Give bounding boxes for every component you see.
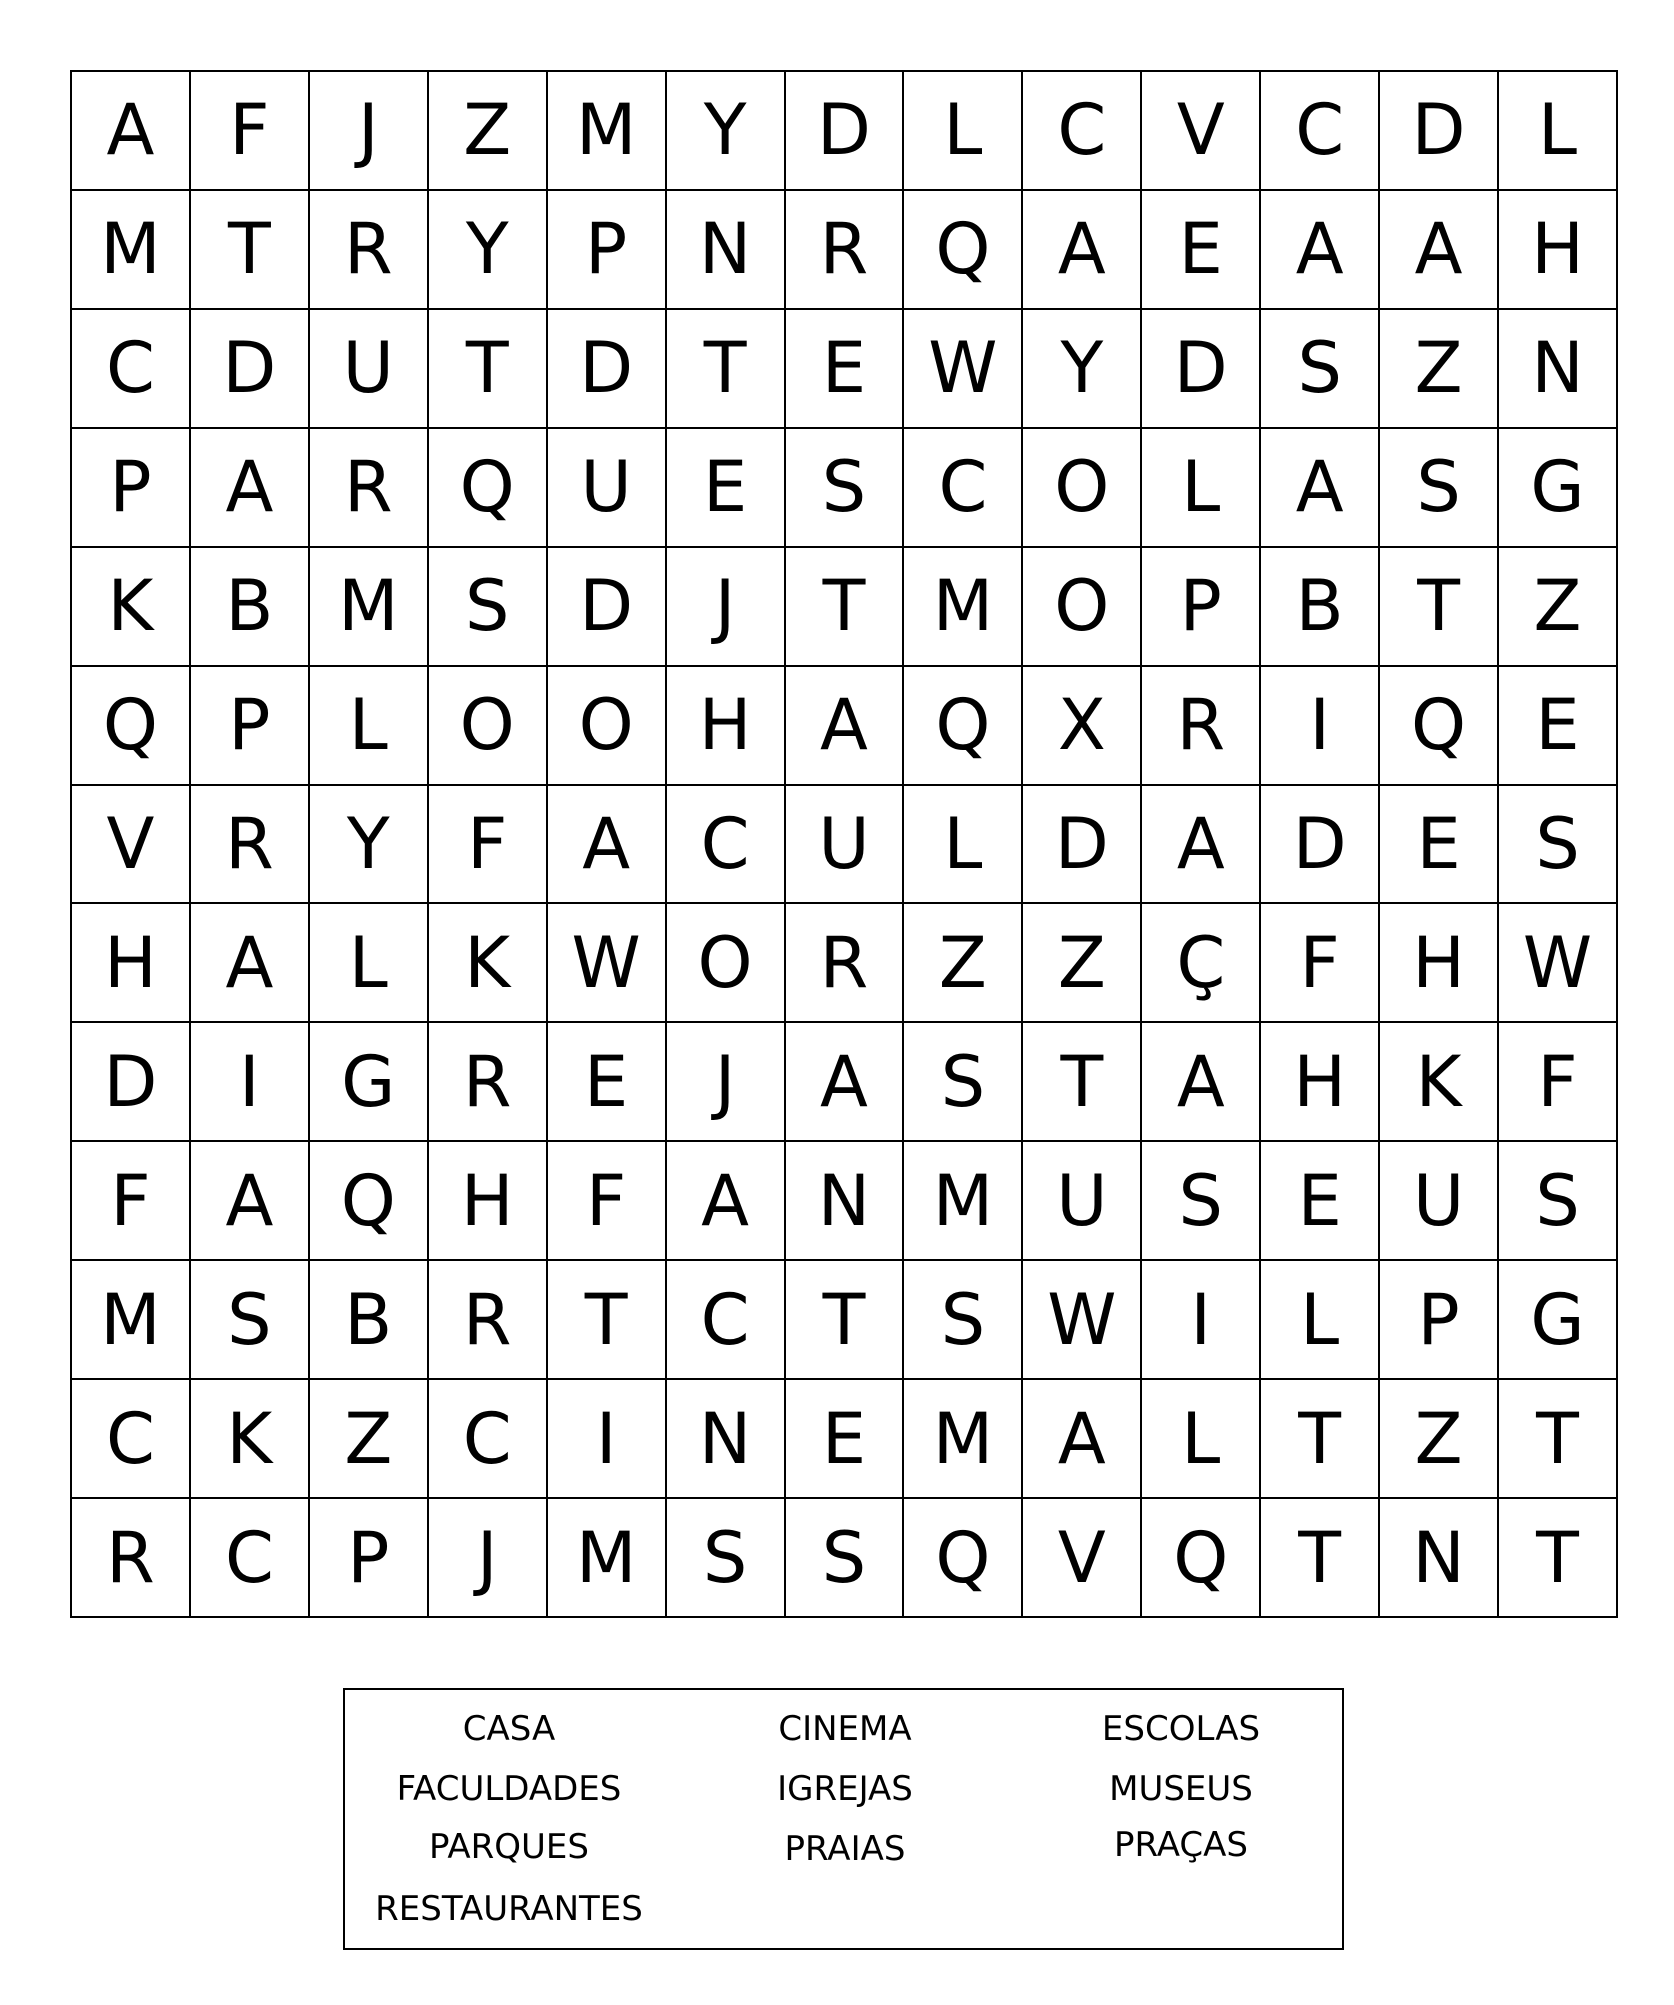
grid-cell[interactable]: T bbox=[1498, 1498, 1617, 1617]
word-bank bbox=[343, 1688, 1344, 1950]
grid-cell[interactable]: C bbox=[71, 309, 190, 428]
grid-cell[interactable]: J bbox=[666, 547, 785, 666]
grid-cell[interactable]: A bbox=[785, 1022, 904, 1141]
grid-cell[interactable]: S bbox=[785, 428, 904, 547]
grid-cell[interactable]: A bbox=[1022, 190, 1141, 309]
grid-cell[interactable]: E bbox=[1141, 190, 1260, 309]
grid-cell[interactable]: T bbox=[1260, 1379, 1379, 1498]
grid-cell[interactable]: E bbox=[785, 1379, 904, 1498]
grid-cell[interactable]: D bbox=[547, 547, 666, 666]
grid-cell[interactable]: S bbox=[1260, 309, 1379, 428]
grid-cell[interactable]: P bbox=[1141, 547, 1260, 666]
grid-cell[interactable]: M bbox=[71, 190, 190, 309]
grid-cell[interactable]: Q bbox=[428, 428, 547, 547]
grid-cell[interactable]: F bbox=[428, 785, 547, 904]
grid-cell[interactable]: H bbox=[1498, 190, 1617, 309]
grid-cell[interactable]: C bbox=[71, 1379, 190, 1498]
grid-cell[interactable]: U bbox=[785, 785, 904, 904]
grid-cell[interactable]: H bbox=[428, 1141, 547, 1260]
grid-cell[interactable]: C bbox=[903, 428, 1022, 547]
word-restaurantes: RESTAURANTES bbox=[375, 1889, 643, 1929]
grid-cell[interactable]: X bbox=[1022, 666, 1141, 785]
grid-cell[interactable]: S bbox=[903, 1022, 1022, 1141]
grid-cell[interactable]: A bbox=[71, 71, 190, 190]
grid-cell[interactable]: C bbox=[1260, 71, 1379, 190]
grid-cell[interactable]: F bbox=[1260, 903, 1379, 1022]
grid-cell[interactable]: P bbox=[309, 1498, 428, 1617]
grid-cell[interactable]: R bbox=[190, 785, 309, 904]
grid-cell[interactable]: P bbox=[1379, 1260, 1498, 1379]
grid-cell[interactable]: M bbox=[903, 1141, 1022, 1260]
grid-cell[interactable]: L bbox=[903, 71, 1022, 190]
grid-cell[interactable]: C bbox=[666, 1260, 785, 1379]
grid-cell[interactable]: H bbox=[1260, 1022, 1379, 1141]
grid-cell[interactable]: Q bbox=[903, 666, 1022, 785]
grid-cell[interactable]: K bbox=[428, 903, 547, 1022]
grid-cell[interactable]: G bbox=[1498, 1260, 1617, 1379]
grid-cell[interactable]: R bbox=[785, 190, 904, 309]
grid-cell[interactable]: A bbox=[1379, 190, 1498, 309]
grid-cell[interactable]: B bbox=[309, 1260, 428, 1379]
grid-cell[interactable]: E bbox=[1379, 785, 1498, 904]
grid-cell[interactable]: A bbox=[1141, 1022, 1260, 1141]
grid-cell[interactable]: R bbox=[428, 1022, 547, 1141]
grid-cell[interactable]: S bbox=[1379, 428, 1498, 547]
grid-cell[interactable]: B bbox=[190, 547, 309, 666]
grid-cell[interactable]: A bbox=[785, 666, 904, 785]
grid-cell[interactable]: E bbox=[547, 1022, 666, 1141]
word-escolas: ESCOLAS bbox=[1101, 1709, 1261, 1749]
grid-cell[interactable]: I bbox=[1260, 666, 1379, 785]
word-museus: MUSEUS bbox=[1109, 1769, 1253, 1809]
grid-cell[interactable]: P bbox=[190, 666, 309, 785]
word-casa: CASA bbox=[462, 1709, 556, 1749]
grid-cell[interactable]: D bbox=[547, 309, 666, 428]
grid-cell[interactable]: Z bbox=[903, 903, 1022, 1022]
grid-cell[interactable]: D bbox=[1141, 309, 1260, 428]
grid-cell[interactable]: M bbox=[71, 1260, 190, 1379]
grid-cell[interactable]: W bbox=[903, 309, 1022, 428]
grid-cell[interactable]: H bbox=[666, 666, 785, 785]
grid-cell[interactable]: F bbox=[1498, 1022, 1617, 1141]
grid-cell[interactable]: S bbox=[666, 1498, 785, 1617]
grid-cell[interactable]: A bbox=[190, 428, 309, 547]
grid-cell[interactable]: O bbox=[428, 666, 547, 785]
grid-cell[interactable]: Y bbox=[1022, 309, 1141, 428]
grid-cell[interactable]: P bbox=[547, 190, 666, 309]
grid-cell[interactable]: R bbox=[71, 1498, 190, 1617]
grid-cell[interactable]: D bbox=[190, 309, 309, 428]
grid-cell[interactable]: S bbox=[1141, 1141, 1260, 1260]
grid-cell[interactable]: C bbox=[428, 1379, 547, 1498]
grid-cell[interactable]: E bbox=[666, 428, 785, 547]
grid-cell[interactable]: H bbox=[1379, 903, 1498, 1022]
grid-cell[interactable]: H bbox=[71, 903, 190, 1022]
grid-cell[interactable]: Z bbox=[428, 71, 547, 190]
grid-cell[interactable]: A bbox=[1141, 785, 1260, 904]
grid-cell[interactable]: N bbox=[666, 190, 785, 309]
word-cinema: CINEMA bbox=[778, 1709, 912, 1749]
grid-cell[interactable]: S bbox=[903, 1260, 1022, 1379]
grid-cell[interactable]: K bbox=[71, 547, 190, 666]
grid-cell[interactable]: C bbox=[666, 785, 785, 904]
grid-cell[interactable]: A bbox=[1260, 190, 1379, 309]
grid-cell[interactable]: J bbox=[309, 71, 428, 190]
grid-cell[interactable]: T bbox=[785, 547, 904, 666]
grid-cell[interactable]: S bbox=[190, 1260, 309, 1379]
word-praias: PRAIAS bbox=[784, 1829, 906, 1869]
grid-cell[interactable]: G bbox=[309, 1022, 428, 1141]
grid-cell[interactable]: A bbox=[547, 785, 666, 904]
grid-cell[interactable]: T bbox=[785, 1260, 904, 1379]
grid-cell[interactable]: T bbox=[666, 309, 785, 428]
grid-cell[interactable]: S bbox=[428, 547, 547, 666]
grid-cell[interactable]: I bbox=[190, 1022, 309, 1141]
grid-cell[interactable]: A bbox=[190, 1141, 309, 1260]
grid-cell[interactable]: M bbox=[547, 71, 666, 190]
grid-cell[interactable]: R bbox=[309, 428, 428, 547]
grid-cell[interactable]: L bbox=[309, 903, 428, 1022]
grid-cell[interactable]: J bbox=[666, 1022, 785, 1141]
grid-cell[interactable]: Ç bbox=[1141, 903, 1260, 1022]
grid-cell[interactable]: B bbox=[1260, 547, 1379, 666]
grid-cell[interactable]: T bbox=[428, 309, 547, 428]
grid-cell[interactable]: T bbox=[1022, 1022, 1141, 1141]
grid-cell[interactable]: Q bbox=[903, 1498, 1022, 1617]
grid-cell[interactable]: P bbox=[71, 428, 190, 547]
grid-cell[interactable]: Q bbox=[71, 666, 190, 785]
grid-cell[interactable]: O bbox=[666, 903, 785, 1022]
grid-cell[interactable]: N bbox=[1379, 1498, 1498, 1617]
grid-cell[interactable]: R bbox=[785, 903, 904, 1022]
grid-cell[interactable]: O bbox=[1022, 547, 1141, 666]
word-parques: PARQUES bbox=[429, 1827, 589, 1867]
grid-cell[interactable]: R bbox=[309, 190, 428, 309]
grid-cell[interactable]: A bbox=[1022, 1379, 1141, 1498]
grid-cell[interactable]: L bbox=[309, 666, 428, 785]
grid-cell[interactable]: M bbox=[903, 1379, 1022, 1498]
grid-cell[interactable]: Q bbox=[1141, 1498, 1260, 1617]
grid-cell[interactable]: T bbox=[547, 1260, 666, 1379]
grid-cell[interactable]: M bbox=[547, 1498, 666, 1617]
grid-cell[interactable]: Q bbox=[903, 190, 1022, 309]
grid-cell[interactable]: R bbox=[428, 1260, 547, 1379]
grid-cell[interactable]: T bbox=[1498, 1379, 1617, 1498]
grid-cell[interactable]: C bbox=[190, 1498, 309, 1617]
grid-cell[interactable]: D bbox=[71, 1022, 190, 1141]
grid-cell[interactable]: Z bbox=[1379, 1379, 1498, 1498]
grid-cell[interactable]: E bbox=[785, 309, 904, 428]
grid-cell[interactable]: U bbox=[1379, 1141, 1498, 1260]
grid-cell[interactable]: A bbox=[666, 1141, 785, 1260]
grid-cell[interactable]: R bbox=[1141, 666, 1260, 785]
grid-cell[interactable]: Y bbox=[309, 785, 428, 904]
grid-cell[interactable]: J bbox=[428, 1498, 547, 1617]
grid-cell[interactable]: Z bbox=[309, 1379, 428, 1498]
grid-cell[interactable]: N bbox=[666, 1379, 785, 1498]
grid-cell[interactable]: V bbox=[71, 785, 190, 904]
grid-cell[interactable]: L bbox=[1498, 71, 1617, 190]
grid-cell[interactable]: W bbox=[547, 903, 666, 1022]
grid-cell[interactable]: F bbox=[71, 1141, 190, 1260]
grid-cell[interactable]: T bbox=[1379, 547, 1498, 666]
grid-cell[interactable]: N bbox=[1498, 309, 1617, 428]
grid-cell[interactable]: W bbox=[1022, 1260, 1141, 1379]
grid-cell[interactable]: L bbox=[1260, 1260, 1379, 1379]
word-pracas: PRAÇAS bbox=[1114, 1825, 1248, 1865]
grid-cell[interactable]: V bbox=[1141, 71, 1260, 190]
grid-cell[interactable]: E bbox=[1498, 666, 1617, 785]
grid-cell[interactable]: Q bbox=[309, 1141, 428, 1260]
grid-cell[interactable]: M bbox=[903, 547, 1022, 666]
grid-cell[interactable]: S bbox=[1498, 785, 1617, 904]
grid-cell[interactable]: L bbox=[1141, 428, 1260, 547]
grid-cell[interactable]: U bbox=[309, 309, 428, 428]
grid-cell[interactable]: L bbox=[903, 785, 1022, 904]
grid-cell[interactable]: C bbox=[1022, 71, 1141, 190]
grid-cell[interactable]: F bbox=[547, 1141, 666, 1260]
grid-cell[interactable]: L bbox=[1141, 1379, 1260, 1498]
grid-cell[interactable]: Z bbox=[1022, 903, 1141, 1022]
grid-cell[interactable]: A bbox=[1260, 428, 1379, 547]
grid-cell[interactable]: T bbox=[190, 190, 309, 309]
grid-cell[interactable]: Y bbox=[428, 190, 547, 309]
grid-cell[interactable]: O bbox=[547, 666, 666, 785]
grid-cell[interactable]: D bbox=[785, 71, 904, 190]
grid-cell[interactable]: I bbox=[547, 1379, 666, 1498]
grid-cell[interactable]: M bbox=[309, 547, 428, 666]
grid-cell[interactable]: D bbox=[1379, 71, 1498, 190]
grid-cell[interactable]: K bbox=[190, 1379, 309, 1498]
grid-cell[interactable]: A bbox=[190, 903, 309, 1022]
grid-cell[interactable]: V bbox=[1022, 1498, 1141, 1617]
grid-cell[interactable]: D bbox=[1260, 785, 1379, 904]
grid-cell[interactable]: Z bbox=[1379, 309, 1498, 428]
grid-cell[interactable]: W bbox=[1498, 903, 1617, 1022]
grid-cell[interactable]: F bbox=[190, 71, 309, 190]
grid-cell[interactable]: U bbox=[547, 428, 666, 547]
grid-cell[interactable]: S bbox=[785, 1498, 904, 1617]
grid-cell[interactable]: E bbox=[1260, 1141, 1379, 1260]
grid-cell[interactable]: U bbox=[1022, 1141, 1141, 1260]
grid-cell[interactable]: D bbox=[1022, 785, 1141, 904]
word-faculdades: FACULDADES bbox=[396, 1769, 622, 1809]
grid-cell[interactable]: Z bbox=[1498, 547, 1617, 666]
word-search-grid bbox=[70, 70, 1618, 1618]
grid-cell[interactable]: S bbox=[1498, 1141, 1617, 1260]
grid-cell[interactable]: K bbox=[1379, 1022, 1498, 1141]
grid-cell[interactable]: G bbox=[1498, 428, 1617, 547]
grid-cell[interactable]: Y bbox=[666, 71, 785, 190]
word-igrejas: IGREJAS bbox=[777, 1769, 913, 1809]
grid-cell[interactable]: O bbox=[1022, 428, 1141, 547]
grid-cell[interactable]: N bbox=[785, 1141, 904, 1260]
grid-cell[interactable]: T bbox=[1260, 1498, 1379, 1617]
grid-cell[interactable]: I bbox=[1141, 1260, 1260, 1379]
grid-cell[interactable]: Q bbox=[1379, 666, 1498, 785]
